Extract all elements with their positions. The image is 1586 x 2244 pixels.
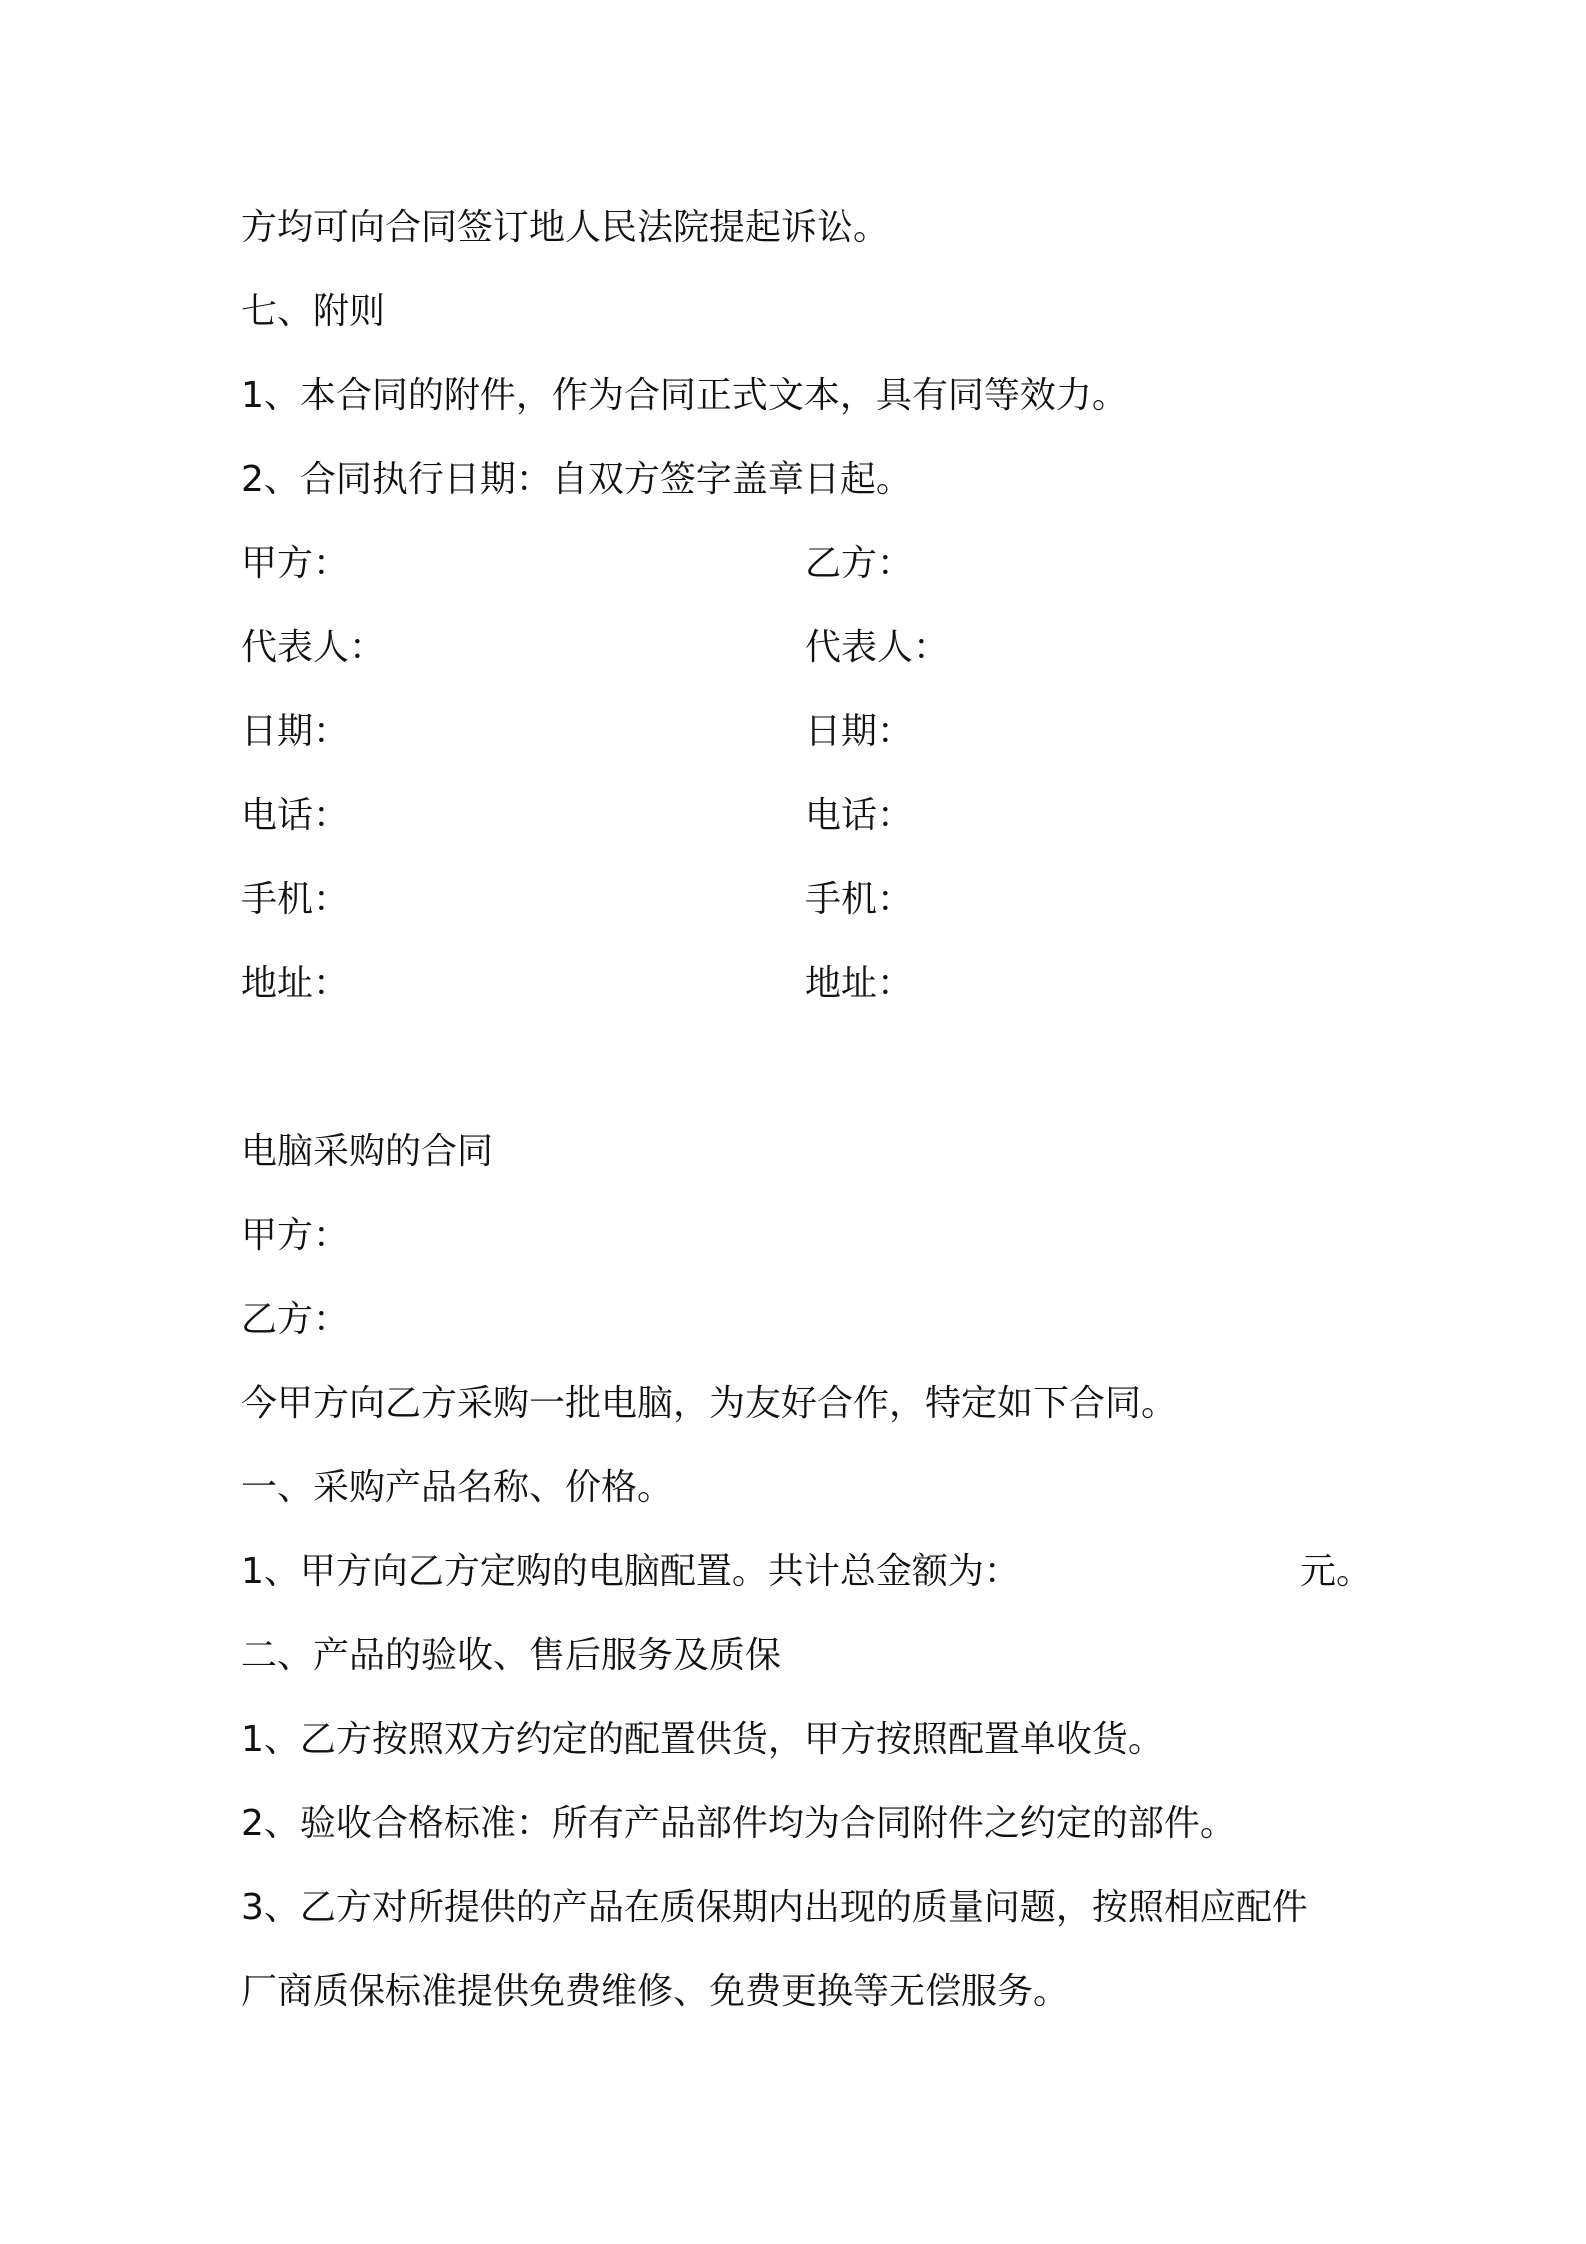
signature-address-b: 地址： — [805, 963, 914, 1004]
signature-rep-b: 代表人： — [805, 627, 950, 668]
heading-supplementary: 七、附则 — [241, 291, 386, 332]
signature-date-b: 日期： — [805, 711, 914, 752]
signature-mobile-a: 手机： — [241, 879, 350, 920]
clause-total-amount: 1、甲方向乙方定购的电脑配置。共计总金额为： — [241, 1551, 1020, 1592]
signature-rep-a: 代表人： — [241, 627, 386, 668]
clause-warranty-line2: 厂商质保标准提供免费维修、免费更换等无偿服务。 — [241, 1971, 1070, 2012]
clause-supply: 1、乙方按照双方约定的配置供货，甲方按照配置单收货。 — [241, 1719, 1164, 1760]
clause-warranty-line1: 3、乙方对所提供的产品在质保期内出现的质量问题，按照相应配件 — [241, 1887, 1308, 1928]
signature-date-a: 日期： — [241, 711, 350, 752]
signature-party-a: 甲方： — [241, 543, 350, 584]
signature-phone-b: 电话： — [805, 795, 914, 836]
signature-address-a: 地址： — [241, 963, 350, 1004]
signature-phone-a: 电话： — [241, 795, 350, 836]
amount-unit: 元。 — [1300, 1551, 1373, 1592]
contract-party-a: 甲方： — [241, 1215, 350, 1256]
signature-party-b: 乙方： — [805, 543, 914, 584]
clause-effective-date: 2、合同执行日期：自双方签字盖章日起。 — [241, 459, 912, 500]
clause-attachment: 1、本合同的附件，作为合同正式文本，具有同等效力。 — [241, 375, 1128, 416]
contract-party-b: 乙方： — [241, 1299, 350, 1340]
section-product-price: 一、采购产品名称、价格。 — [241, 1467, 674, 1508]
clause-acceptance-standard: 2、验收合格标准：所有产品部件均为合同附件之约定的部件。 — [241, 1803, 1236, 1844]
contract-title: 电脑采购的合同 — [241, 1131, 494, 1172]
section-acceptance-service: 二、产品的验收、售后服务及质保 — [241, 1635, 782, 1676]
signature-mobile-b: 手机： — [805, 879, 914, 920]
contract-intro: 今甲方向乙方采购一批电脑，为友好合作，特定如下合同。 — [241, 1383, 1178, 1424]
paragraph-litigation: 方均可向合同签订地人民法院提起诉讼。 — [241, 207, 890, 248]
